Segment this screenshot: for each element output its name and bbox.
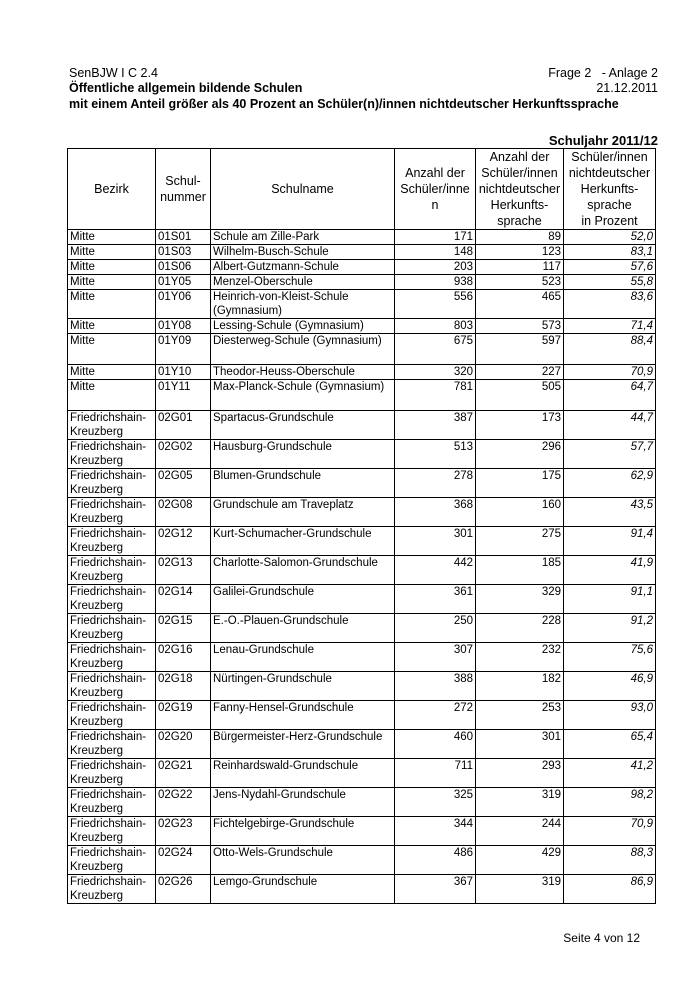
cell-schulname: Nürtingen-Grundschule [211,672,395,701]
cell-anzahl: 368 [395,498,476,527]
cell-ndh-prozent: 41,9 [564,556,656,585]
cell-schulnummer: 02G15 [156,614,211,643]
schools-table [67,148,656,904]
cell-schulname: Bürgermeister-Herz-Grundschule [211,730,395,759]
cell-schulnummer: 02G18 [156,672,211,701]
cell-anzahl: 711 [395,759,476,788]
table-body [68,230,656,904]
cell-schulnummer: 02G05 [156,469,211,498]
cell-anzahl: 442 [395,556,476,585]
cell-anzahl: 203 [395,260,476,275]
cell-ndh-prozent: 75,6 [564,643,656,672]
cell-anzahl: 307 [395,643,476,672]
column-header-ndh-prozent: Schüler/innen nichtdeutscher Herkunfts- sprache in Prozent [564,149,656,230]
cell-ndh-anzahl: 117 [476,260,564,275]
cell-ndh-anzahl: 465 [476,290,564,319]
cell-bezirk: Mitte [68,290,156,319]
cell-schulname: Albert-Gutzmann-Schule [211,260,395,275]
cell-anzahl: 301 [395,527,476,556]
cell-schulnummer: 02G20 [156,730,211,759]
cell-schulname: Spartacus-Grundschule [211,411,395,440]
cell-bezirk: Friedrichshain-Kreuzberg [68,643,156,672]
cell-bezirk: Mitte [68,380,156,411]
school-year-label: Schuljahr 2011/12 [548,133,658,148]
cell-ndh-prozent: 57,7 [564,440,656,469]
column-header-schulnummer: Schul- nummer [156,149,211,230]
cell-bezirk: Friedrichshain-Kreuzberg [68,411,156,440]
cell-schulnummer: 01S03 [156,245,211,260]
column-header-bezirk: Bezirk [68,149,156,230]
cell-schulnummer: 02G21 [156,759,211,788]
cell-schulname: Reinhardswald-Grundschule [211,759,395,788]
cell-schulnummer: 02G19 [156,701,211,730]
table-row [68,672,656,701]
cell-ndh-prozent: 43,5 [564,498,656,527]
cell-bezirk: Mitte [68,275,156,290]
cell-ndh-prozent: 44,7 [564,411,656,440]
cell-ndh-prozent: 91,2 [564,614,656,643]
cell-schulname: Diesterweg-Schule (Gymnasium) [211,334,395,365]
table-row [68,275,656,290]
cell-ndh-prozent: 55,8 [564,275,656,290]
cell-anzahl: 367 [395,875,476,904]
cell-schulname: Lenau-Grundschule [211,643,395,672]
table-row [68,319,656,334]
cell-schulname: Heinrich-von-Kleist-Schule (Gymnasium) [211,290,395,319]
cell-ndh-anzahl: 597 [476,334,564,365]
cell-bezirk: Friedrichshain-Kreuzberg [68,672,156,701]
cell-ndh-prozent: 62,9 [564,469,656,498]
cell-schulname: Hausburg-Grundschule [211,440,395,469]
cell-ndh-prozent: 91,1 [564,585,656,614]
cell-ndh-anzahl: 232 [476,643,564,672]
table-row [68,365,656,380]
cell-ndh-anzahl: 573 [476,319,564,334]
cell-ndh-prozent: 70,9 [564,817,656,846]
table-row [68,245,656,260]
cell-bezirk: Friedrichshain-Kreuzberg [68,817,156,846]
table-row [68,556,656,585]
cell-ndh-anzahl: 123 [476,245,564,260]
table-row [68,875,656,904]
cell-schulname: Charlotte-Salomon-Grundschule [211,556,395,585]
table-row [68,759,656,788]
cell-ndh-anzahl: 253 [476,701,564,730]
cell-ndh-anzahl: 505 [476,380,564,411]
cell-bezirk: Friedrichshain-Kreuzberg [68,556,156,585]
cell-bezirk: Mitte [68,230,156,245]
cell-schulname: Grundschule am Traveplatz [211,498,395,527]
cell-ndh-anzahl: 175 [476,469,564,498]
cell-anzahl: 387 [395,411,476,440]
cell-ndh-prozent: 65,4 [564,730,656,759]
cell-bezirk: Friedrichshain-Kreuzberg [68,730,156,759]
cell-ndh-prozent: 83,6 [564,290,656,319]
cell-anzahl: 513 [395,440,476,469]
cell-anzahl: 388 [395,672,476,701]
table-header-row [68,149,656,230]
cell-ndh-anzahl: 319 [476,788,564,817]
cell-schulnummer: 01Y11 [156,380,211,411]
cell-schulname: Jens-Nydahl-Grundschule [211,788,395,817]
cell-anzahl: 325 [395,788,476,817]
cell-ndh-prozent: 83,1 [564,245,656,260]
cell-ndh-anzahl: 296 [476,440,564,469]
cell-schulnummer: 01Y06 [156,290,211,319]
cell-ndh-prozent: 91,4 [564,527,656,556]
table-row [68,260,656,275]
cell-ndh-anzahl: 228 [476,614,564,643]
cell-ndh-prozent: 88,3 [564,846,656,875]
cell-ndh-anzahl: 182 [476,672,564,701]
table-row [68,730,656,759]
cell-ndh-prozent: 88,4 [564,334,656,365]
cell-bezirk: Friedrichshain-Kreuzberg [68,788,156,817]
table-row [68,498,656,527]
document-date: 21.12.2011 [596,81,658,95]
cell-schulname: Blumen-Grundschule [211,469,395,498]
cell-schulnummer: 01S01 [156,230,211,245]
cell-bezirk: Friedrichshain-Kreuzberg [68,469,156,498]
cell-schulname: Menzel-Oberschule [211,275,395,290]
column-header-ndh-anzahl: Anzahl der Schüler/innen nichtdeutscher Herkunfts- sprache [476,149,564,230]
cell-schulnummer: 02G23 [156,817,211,846]
cell-ndh-prozent: 86,9 [564,875,656,904]
cell-ndh-anzahl: 227 [476,365,564,380]
cell-ndh-prozent: 64,7 [564,380,656,411]
cell-bezirk: Mitte [68,260,156,275]
cell-schulname: Kurt-Schumacher-Grundschule [211,527,395,556]
cell-ndh-anzahl: 329 [476,585,564,614]
cell-bezirk: Friedrichshain-Kreuzberg [68,759,156,788]
cell-schulname: Lessing-Schule (Gymnasium) [211,319,395,334]
cell-schulnummer: 01Y05 [156,275,211,290]
cell-anzahl: 272 [395,701,476,730]
column-header-anzahl: Anzahl der Schüler/inne n [395,149,476,230]
cell-ndh-prozent: 52,0 [564,230,656,245]
cell-ndh-anzahl: 160 [476,498,564,527]
table-row [68,411,656,440]
cell-ndh-prozent: 98,2 [564,788,656,817]
cell-bezirk: Mitte [68,334,156,365]
table-row [68,643,656,672]
cell-schulname: Theodor-Heuss-Oberschule [211,365,395,380]
cell-anzahl: 278 [395,469,476,498]
cell-schulname: Lemgo-Grundschule [211,875,395,904]
cell-schulnummer: 01Y10 [156,365,211,380]
cell-ndh-prozent: 46,9 [564,672,656,701]
cell-bezirk: Mitte [68,245,156,260]
cell-schulnummer: 02G16 [156,643,211,672]
table-row [68,614,656,643]
cell-bezirk: Friedrichshain-Kreuzberg [68,846,156,875]
cell-anzahl: 171 [395,230,476,245]
cell-ndh-anzahl: 523 [476,275,564,290]
table-row [68,527,656,556]
table-row [68,469,656,498]
cell-bezirk: Friedrichshain-Kreuzberg [68,585,156,614]
table-row [68,788,656,817]
table-row [68,846,656,875]
cell-ndh-prozent: 71,4 [564,319,656,334]
cell-schulnummer: 02G14 [156,585,211,614]
cell-anzahl: 675 [395,334,476,365]
attachment-ref: Frage 2 - Anlage 2 [548,66,658,80]
cell-schulname: Max-Planck-Schule (Gymnasium) [211,380,395,411]
cell-bezirk: Friedrichshain-Kreuzberg [68,701,156,730]
header-line-1 [69,66,658,81]
cell-schulname: Galilei-Grundschule [211,585,395,614]
cell-schulnummer: 01S06 [156,260,211,275]
table-row [68,290,656,319]
cell-bezirk: Mitte [68,319,156,334]
cell-bezirk: Friedrichshain-Kreuzberg [68,498,156,527]
table-row [68,701,656,730]
office-label: SenBJW I C 2.4 [69,66,158,80]
cell-bezirk: Friedrichshain-Kreuzberg [68,440,156,469]
table-row [68,380,656,411]
cell-bezirk: Friedrichshain-Kreuzberg [68,875,156,904]
table-row [68,817,656,846]
cell-schulnummer: 01Y08 [156,319,211,334]
cell-ndh-anzahl: 185 [476,556,564,585]
cell-schulnummer: 01Y09 [156,334,211,365]
cell-schulname: Schule am Zille-Park [211,230,395,245]
column-header-schulname: Schulname [211,149,395,230]
cell-bezirk: Mitte [68,365,156,380]
cell-ndh-prozent: 41,2 [564,759,656,788]
cell-schulnummer: 02G12 [156,527,211,556]
cell-schulnummer: 02G24 [156,846,211,875]
cell-anzahl: 486 [395,846,476,875]
cell-schulnummer: 02G13 [156,556,211,585]
cell-anzahl: 320 [395,365,476,380]
cell-ndh-anzahl: 301 [476,730,564,759]
cell-anzahl: 781 [395,380,476,411]
cell-anzahl: 344 [395,817,476,846]
cell-ndh-anzahl: 244 [476,817,564,846]
cell-ndh-anzahl: 275 [476,527,564,556]
cell-schulname: Fichtelgebirge-Grundschule [211,817,395,846]
cell-schulname: Otto-Wels-Grundschule [211,846,395,875]
document-subtitle: mit einem Anteil größer als 40 Prozent an Schüler(n)/innen nichtdeutscher Herkunftssprache [69,97,619,111]
cell-anzahl: 803 [395,319,476,334]
table-row [68,585,656,614]
cell-ndh-anzahl: 173 [476,411,564,440]
table-row [68,440,656,469]
cell-ndh-prozent: 93,0 [564,701,656,730]
cell-schulname: Wilhelm-Busch-Schule [211,245,395,260]
cell-ndh-anzahl: 319 [476,875,564,904]
document-title: Öffentliche allgemein bildende Schulen [69,81,303,95]
cell-anzahl: 250 [395,614,476,643]
cell-ndh-prozent: 57,6 [564,260,656,275]
cell-bezirk: Friedrichshain-Kreuzberg [68,527,156,556]
table-row [68,230,656,245]
cell-anzahl: 148 [395,245,476,260]
page-number: Seite 4 von 12 [563,931,640,945]
cell-ndh-anzahl: 293 [476,759,564,788]
cell-anzahl: 938 [395,275,476,290]
header-line-2 [69,81,658,96]
cell-schulnummer: 02G22 [156,788,211,817]
cell-schulnummer: 02G08 [156,498,211,527]
cell-schulnummer: 02G02 [156,440,211,469]
cell-ndh-prozent: 70,9 [564,365,656,380]
cell-schulnummer: 02G01 [156,411,211,440]
cell-anzahl: 460 [395,730,476,759]
cell-schulname: E.-O.-Plauen-Grundschule [211,614,395,643]
cell-schulnummer: 02G26 [156,875,211,904]
cell-ndh-anzahl: 429 [476,846,564,875]
cell-bezirk: Friedrichshain-Kreuzberg [68,614,156,643]
cell-anzahl: 556 [395,290,476,319]
cell-schulname: Fanny-Hensel-Grundschule [211,701,395,730]
cell-ndh-anzahl: 89 [476,230,564,245]
cell-anzahl: 361 [395,585,476,614]
table-row [68,334,656,365]
